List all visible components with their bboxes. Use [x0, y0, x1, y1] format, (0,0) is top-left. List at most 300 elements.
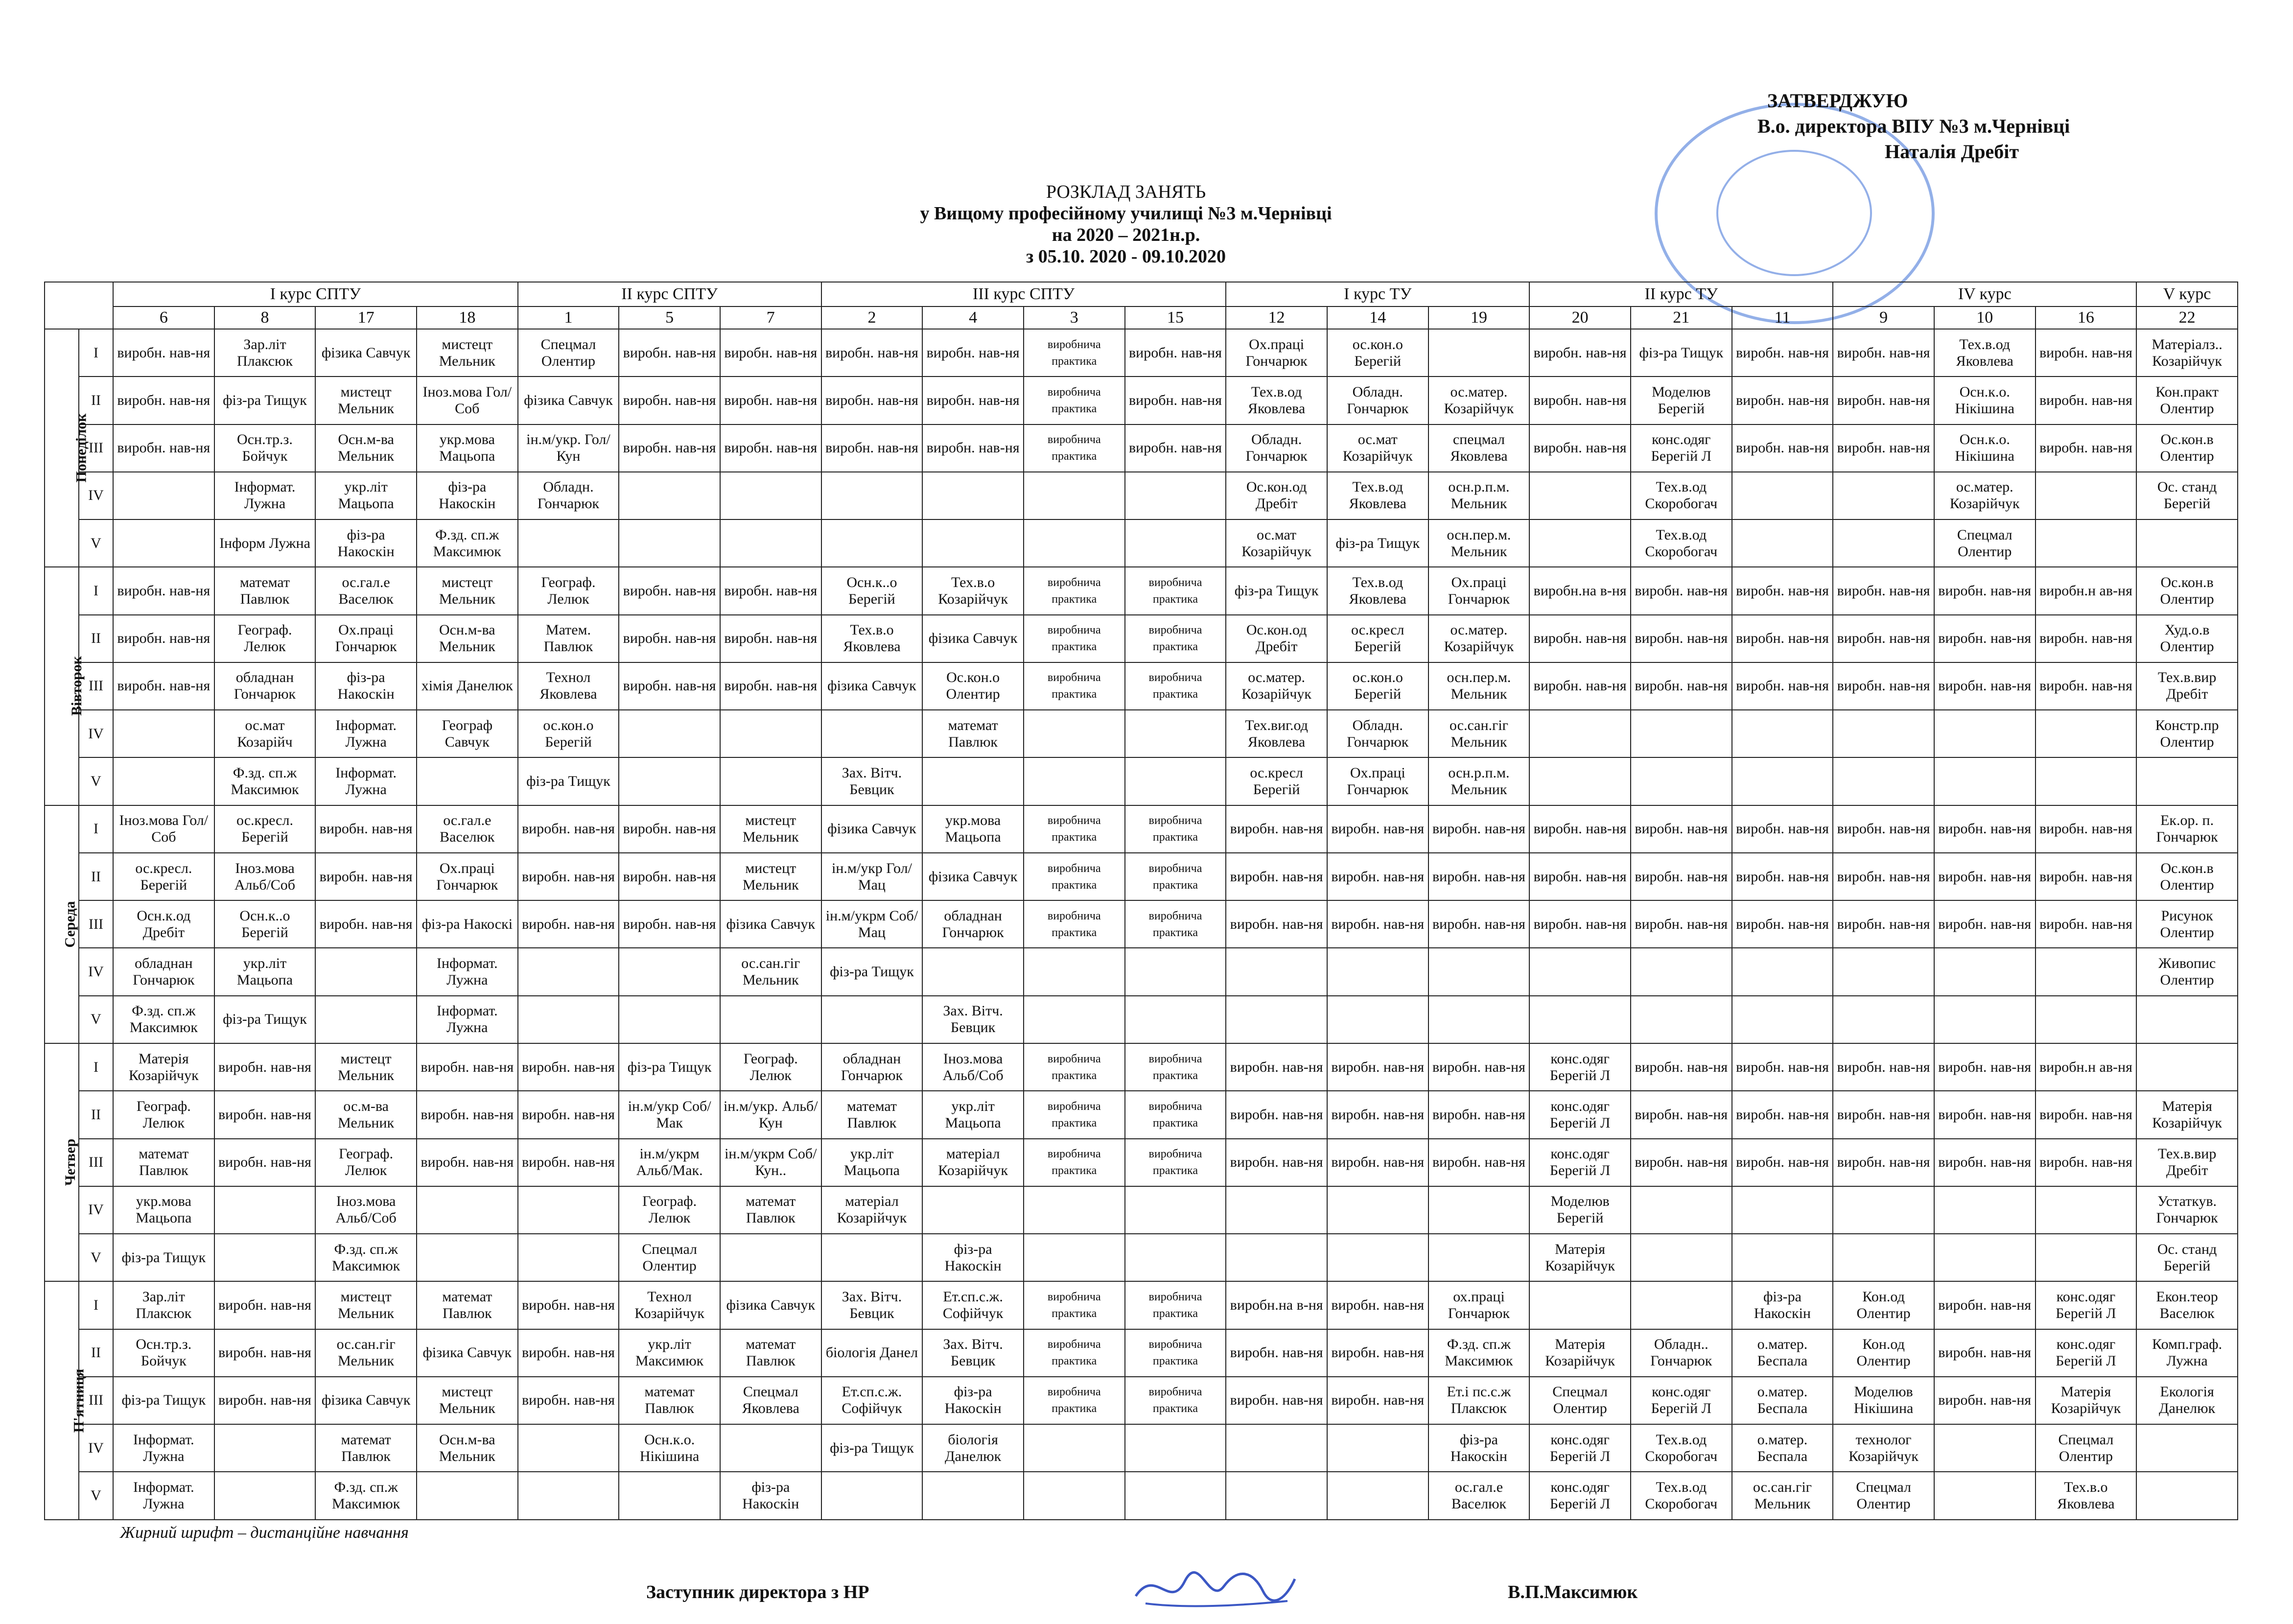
lesson-cell: [1024, 996, 1125, 1043]
lesson-cell: виробн. нав-ня: [619, 377, 720, 424]
lesson-cell: Моделюв Нікішина: [1833, 1377, 1934, 1424]
lesson-cell: фізика Савчук: [315, 329, 417, 377]
lesson-cell: виробнича практика: [1125, 805, 1226, 853]
lesson-cell: Осн.к..о Берегій: [214, 900, 316, 948]
lesson-cell: математ Павлюк: [821, 1091, 923, 1138]
lesson-cell: фіз-ра Накоскін: [417, 472, 518, 519]
lesson-cell: виробн. нав-ня: [1226, 1091, 1327, 1138]
pair-number: ІІ: [79, 615, 113, 662]
lesson-cell: [2036, 757, 2137, 805]
lesson-cell: [1732, 948, 1833, 995]
lesson-cell: Зар.літ Плаксюк: [113, 1281, 214, 1329]
lesson-cell: Ос.кон.о Олентир: [922, 662, 1024, 710]
lesson-cell: виробнича практика: [1125, 567, 1226, 614]
lesson-cell: ос.кресл. Берегій: [113, 853, 214, 900]
table-row: [45, 1329, 2238, 1377]
lesson-cell: виробн. нав-ня: [1732, 662, 1833, 710]
lesson-cell: Спецмал Олентир: [1934, 519, 2036, 567]
lesson-cell: виробн.н ав-ня: [2036, 1043, 2137, 1091]
lesson-cell: [1631, 757, 1732, 805]
lesson-cell: матеріал Козарійчук: [821, 1186, 923, 1234]
table-row: [45, 948, 2238, 995]
lesson-cell: Кон.од Олентир: [1833, 1281, 1934, 1329]
table-row: [45, 1091, 2238, 1138]
lesson-cell: мистецт Мельник: [417, 1377, 518, 1424]
group-number: 2: [821, 306, 923, 329]
lesson-cell: виробн. нав-ня: [1732, 567, 1833, 614]
lesson-cell: [821, 472, 923, 519]
lesson-cell: Ос.кон.од Дребіт: [1226, 472, 1327, 519]
lesson-cell: укр.літ Максимюк: [619, 1329, 720, 1377]
group-number: 17: [315, 306, 417, 329]
lesson-cell: [619, 996, 720, 1043]
lesson-cell: Устаткув. Гончарюк: [2136, 1186, 2238, 1234]
lesson-cell: фіз-ра Тищук: [518, 757, 619, 805]
lesson-cell: Худ.о.в Олентир: [2136, 615, 2238, 662]
lesson-cell: [1529, 519, 1631, 567]
lesson-cell: укр.літ Мацьопа: [214, 948, 316, 995]
lesson-cell: виробн. нав-ня: [720, 615, 821, 662]
lesson-cell: виробнича практика: [1024, 900, 1125, 948]
lesson-cell: фізика Савчук: [821, 805, 923, 853]
lesson-cell: виробн. нав-ня: [518, 1043, 619, 1091]
lesson-cell: Технол Козарійчук: [619, 1281, 720, 1329]
lesson-cell: виробн. нав-ня: [1529, 424, 1631, 472]
lesson-cell: виробнича практика: [1024, 424, 1125, 472]
lesson-cell: Ф.зд. сп.ж Максимюк: [113, 996, 214, 1043]
lesson-cell: ін.м/укрм Альб/Мак.: [619, 1139, 720, 1186]
lesson-cell: ос.кресл. Берегій: [214, 805, 316, 853]
lesson-cell: Ох.праці Гончарюк: [417, 853, 518, 900]
lesson-cell: [1125, 948, 1226, 995]
lesson-cell: фізика Савчук: [315, 1377, 417, 1424]
pair-number: ІV: [79, 1186, 113, 1234]
lesson-cell: Моделюв Берегій: [1631, 377, 1732, 424]
lesson-cell: виробн. нав-ня: [113, 662, 214, 710]
lesson-cell: [821, 1472, 923, 1520]
lesson-cell: Моделюв Берегій: [1529, 1186, 1631, 1234]
lesson-cell: Осн.к.од Дребіт: [113, 900, 214, 948]
lesson-cell: виробн. нав-ня: [720, 424, 821, 472]
day-name: Середа: [62, 901, 78, 948]
lesson-cell: [1428, 329, 1530, 377]
lesson-cell: [1428, 996, 1530, 1043]
lesson-cell: укр.літ Мацьопа: [922, 1091, 1024, 1138]
lesson-cell: Ф.зд. сп.ж Максимюк: [1428, 1329, 1530, 1377]
lesson-cell: фізика Савчук: [922, 615, 1024, 662]
group-header-row: [45, 306, 2238, 329]
lesson-cell: ос.мат Козарійч: [214, 710, 316, 757]
group-number: 20: [1529, 306, 1631, 329]
lesson-cell: конс.одяг Берегій Л: [1529, 1043, 1631, 1091]
table-row: [45, 853, 2238, 900]
lesson-cell: Констр.пр Олентир: [2136, 710, 2238, 757]
lesson-cell: виробн. нав-ня: [214, 1091, 316, 1138]
lesson-cell: Тех.в.од Яковлева: [1934, 329, 2036, 377]
lesson-cell: Географ Савчук: [417, 710, 518, 757]
lesson-cell: [1732, 710, 1833, 757]
lesson-cell: [1024, 757, 1125, 805]
lesson-cell: Інформат. Лужна: [113, 1424, 214, 1472]
schedule-dates: з 05.10. 2020 - 09.10.2020: [1026, 246, 1226, 267]
lesson-cell: [518, 1234, 619, 1281]
lesson-cell: виробн. нав-ня: [1833, 1043, 1934, 1091]
lesson-cell: виробн. нав-ня: [2036, 424, 2137, 472]
group-number: 3: [1024, 306, 1125, 329]
lesson-cell: виробн. нав-ня: [1833, 424, 1934, 472]
lesson-cell: [1732, 1186, 1833, 1234]
lesson-cell: виробнича практика: [1125, 900, 1226, 948]
lesson-cell: виробн. нав-ня: [1732, 900, 1833, 948]
group-number: 7: [720, 306, 821, 329]
lesson-cell: виробнича практика: [1125, 1377, 1226, 1424]
lesson-cell: [720, 710, 821, 757]
lesson-cell: виробн. нав-ня: [518, 853, 619, 900]
lesson-cell: Інформат. Лужна: [315, 710, 417, 757]
lesson-cell: виробн. нав-ня: [619, 805, 720, 853]
lesson-cell: [1125, 1234, 1226, 1281]
lesson-cell: Осн.тр.з. Бойчук: [113, 1329, 214, 1377]
lesson-cell: ос.сан.гіг Мельник: [720, 948, 821, 995]
lesson-cell: виробн. нав-ня: [214, 1329, 316, 1377]
lesson-cell: виробн. нав-ня: [619, 900, 720, 948]
lesson-cell: ос.гал.е Васелюк: [1428, 1472, 1530, 1520]
lesson-cell: виробн. нав-ня: [113, 567, 214, 614]
lesson-cell: [2036, 1234, 2137, 1281]
lesson-cell: виробн. нав-ня: [1833, 329, 1934, 377]
lesson-cell: виробн. нав-ня: [1934, 1281, 2036, 1329]
table-row: [45, 1377, 2238, 1424]
lesson-cell: математ Павлюк: [417, 1281, 518, 1329]
lesson-cell: мистецт Мельник: [315, 1281, 417, 1329]
lesson-cell: [1327, 948, 1428, 995]
group-number: 1: [518, 306, 619, 329]
lesson-cell: виробн. нав-ня: [518, 1139, 619, 1186]
lesson-cell: Обладн. Гончарюк: [1327, 377, 1428, 424]
lesson-cell: спецмал Яковлева: [1428, 424, 1530, 472]
lesson-cell: [518, 1472, 619, 1520]
pair-number: ІІІ: [79, 1139, 113, 1186]
lesson-cell: [1631, 710, 1732, 757]
lesson-cell: Тех.в.од Скоробогач: [1631, 472, 1732, 519]
lesson-cell: [1125, 1424, 1226, 1472]
lesson-cell: [2136, 996, 2238, 1043]
lesson-cell: виробн.на в-ня: [1529, 567, 1631, 614]
lesson-cell: виробн. нав-ня: [720, 567, 821, 614]
lesson-cell: виробн. нав-ня: [2036, 900, 2137, 948]
lesson-cell: виробн. нав-ня: [1631, 805, 1732, 853]
lesson-cell: [1327, 1472, 1428, 1520]
lesson-cell: Матерія Козарійчук: [2136, 1091, 2238, 1138]
lesson-cell: Ос.кон.в Олентир: [2136, 567, 2238, 614]
lesson-cell: фіз-ра Тищук: [1631, 329, 1732, 377]
lesson-cell: [1125, 757, 1226, 805]
lesson-cell: ос.кон.о Берегій: [1327, 329, 1428, 377]
lesson-cell: [214, 1186, 316, 1234]
lesson-cell: [1024, 1472, 1125, 1520]
group-number: 18: [417, 306, 518, 329]
lesson-cell: виробн. нав-ня: [1631, 1091, 1732, 1138]
lesson-cell: Тех.в.од Яковлева: [1226, 377, 1327, 424]
lesson-cell: виробн. нав-ня: [1833, 615, 1934, 662]
lesson-cell: виробнича практика: [1024, 329, 1125, 377]
lesson-cell: Іноз.мова Альб/Соб: [922, 1043, 1024, 1091]
lesson-cell: Ох.праці Гончарюк: [315, 615, 417, 662]
lesson-cell: укр.мова Мацьопа: [922, 805, 1024, 853]
lesson-cell: фіз-ра Тищук: [214, 377, 316, 424]
lesson-cell: Тех.в.о Козарійчук: [922, 567, 1024, 614]
lesson-cell: Ек.ор. п. Гончарюк: [2136, 805, 2238, 853]
lesson-cell: фіз-ра Тищук: [1226, 567, 1327, 614]
lesson-cell: Зах. Вітч. Бевцик: [821, 1281, 923, 1329]
lesson-cell: обладнан Гончарюк: [821, 1043, 923, 1091]
lesson-cell: [113, 472, 214, 519]
lesson-cell: [1934, 757, 2036, 805]
group-number: 21: [1631, 306, 1732, 329]
lesson-cell: осн.пер.м. Мельник: [1428, 519, 1530, 567]
lesson-cell: [821, 710, 923, 757]
lesson-cell: Матерія Козарійчук: [2036, 1377, 2137, 1424]
lesson-cell: [1934, 1472, 2036, 1520]
lesson-cell: [2036, 996, 2137, 1043]
lesson-cell: виробн. нав-ня: [821, 424, 923, 472]
lesson-cell: виробн. нав-ня: [1631, 615, 1732, 662]
lesson-cell: виробн. нав-ня: [1226, 1377, 1327, 1424]
deputy-title: Заступник директора з НР: [646, 1582, 869, 1602]
lesson-cell: ін.м/укр Соб/Мак: [619, 1091, 720, 1138]
lesson-cell: Інформат. Лужна: [417, 948, 518, 995]
pair-number: І: [79, 567, 113, 614]
lesson-cell: ос.сан.гіг Мельник: [1428, 710, 1530, 757]
group-number: 5: [619, 306, 720, 329]
schedule-heading: [587, 181, 1664, 267]
lesson-cell: виробн. нав-ня: [113, 329, 214, 377]
lesson-cell: [1327, 1234, 1428, 1281]
pair-number: ІІІ: [79, 1377, 113, 1424]
lesson-cell: виробн. нав-ня: [720, 329, 821, 377]
lesson-cell: Ф.зд. сп.ж Максимюк: [214, 757, 316, 805]
lesson-cell: Ос. станд Берегій: [2136, 1234, 2238, 1281]
lesson-cell: виробн.на в-ня: [1226, 1281, 1327, 1329]
lesson-cell: [1428, 948, 1530, 995]
lesson-cell: Географ. Лелюк: [113, 1091, 214, 1138]
lesson-cell: Тех.виг.од Яковлева: [1226, 710, 1327, 757]
lesson-cell: виробн. нав-ня: [2036, 615, 2137, 662]
lesson-cell: ос.сан.гіг Мельник: [315, 1329, 417, 1377]
lesson-cell: [619, 519, 720, 567]
lesson-cell: [2136, 1043, 2238, 1091]
lesson-cell: Зар.літ Плаксюк: [214, 329, 316, 377]
lesson-cell: [1934, 1186, 2036, 1234]
day-name: Вівторок: [69, 656, 85, 716]
pair-number: І: [79, 1281, 113, 1329]
lesson-cell: виробн. нав-ня: [1428, 1091, 1530, 1138]
lesson-cell: [1732, 1234, 1833, 1281]
lesson-cell: Живопис Олентир: [2136, 948, 2238, 995]
lesson-cell: Тех.в.од Яковлева: [1327, 567, 1428, 614]
lesson-cell: [518, 1186, 619, 1234]
lesson-cell: [214, 1234, 316, 1281]
lesson-cell: [113, 710, 214, 757]
lesson-cell: ос.матер. Козарійчук: [1934, 472, 2036, 519]
lesson-cell: Тех.в.вир Дребіт: [2136, 662, 2238, 710]
lesson-cell: [619, 948, 720, 995]
lesson-cell: конс.одяг Берегій Л: [2036, 1281, 2137, 1329]
lesson-cell: [1833, 519, 1934, 567]
lesson-cell: [1934, 710, 2036, 757]
lesson-cell: виробн. нав-ня: [1529, 853, 1631, 900]
lesson-cell: [1833, 996, 1934, 1043]
lesson-cell: ін.м/укр Гол/Мац: [821, 853, 923, 900]
lesson-cell: Комп.граф. Лужна: [2136, 1329, 2238, 1377]
lesson-cell: Технол Яковлева: [518, 662, 619, 710]
lesson-cell: Матерія Козарійчук: [1529, 1234, 1631, 1281]
lesson-cell: виробн. нав-ня: [518, 1377, 619, 1424]
day-label: [45, 329, 90, 567]
lesson-cell: мистецт Мельник: [315, 377, 417, 424]
course-header: І курс СПТУ: [113, 282, 518, 306]
lesson-cell: [1529, 1281, 1631, 1329]
lesson-cell: [1428, 1186, 1530, 1234]
lesson-cell: конс.одяг Берегій Л: [1529, 1424, 1631, 1472]
lesson-cell: виробнича практика: [1024, 377, 1125, 424]
lesson-cell: [922, 1186, 1024, 1234]
lesson-cell: математ Павлюк: [315, 1424, 417, 1472]
lesson-cell: виробнича практика: [1125, 1281, 1226, 1329]
lesson-cell: [1125, 472, 1226, 519]
lesson-cell: виробн. нав-ня: [619, 615, 720, 662]
pair-number: І: [79, 805, 113, 853]
lesson-cell: ос.кресл Берегій: [1327, 615, 1428, 662]
lesson-cell: [214, 1472, 316, 1520]
lesson-cell: [518, 1424, 619, 1472]
lesson-cell: виробн. нав-ня: [720, 377, 821, 424]
lesson-cell: ос.мат Козарійчук: [1226, 519, 1327, 567]
group-number: 15: [1125, 306, 1226, 329]
lesson-cell: виробн. нав-ня: [1833, 1091, 1934, 1138]
approval-line: ЗАТВЕРДЖУЮ: [1767, 90, 1908, 112]
lesson-cell: виробн. нав-ня: [1934, 805, 2036, 853]
lesson-cell: Географ. Лелюк: [720, 1043, 821, 1091]
schedule-table: [44, 282, 2238, 1520]
lesson-cell: [1732, 757, 1833, 805]
lesson-cell: виробн. нав-ня: [1631, 662, 1732, 710]
lesson-cell: фіз-ра Тищук: [821, 948, 923, 995]
lesson-cell: Спецмал Олентир: [1529, 1377, 1631, 1424]
lesson-cell: [1226, 1472, 1327, 1520]
lesson-cell: фіз-ра Тищук: [619, 1043, 720, 1091]
lesson-cell: виробн. нав-ня: [1833, 1139, 1934, 1186]
table-row: [45, 567, 2238, 614]
lesson-cell: [1631, 948, 1732, 995]
lesson-cell: Тех.в.вир Дребіт: [2136, 1139, 2238, 1186]
lesson-cell: виробн. нав-ня: [1125, 377, 1226, 424]
lesson-cell: ос.м-ва Мельник: [315, 1091, 417, 1138]
lesson-cell: [2136, 757, 2238, 805]
lesson-cell: Матеріалз.. Козарійчук: [2136, 329, 2238, 377]
lesson-cell: фіз-ра Накоскін: [1428, 1424, 1530, 1472]
lesson-cell: [518, 519, 619, 567]
lesson-cell: математ Павлюк: [113, 1139, 214, 1186]
lesson-cell: виробн. нав-ня: [1732, 1091, 1833, 1138]
lesson-cell: виробнича практика: [1125, 1091, 1226, 1138]
lesson-cell: виробн. нав-ня: [1428, 1043, 1530, 1091]
lesson-cell: виробн. нав-ня: [922, 377, 1024, 424]
lesson-cell: виробн. нав-ня: [1428, 853, 1530, 900]
lesson-cell: виробн. нав-ня: [2036, 377, 2137, 424]
signature: [1126, 1562, 1302, 1616]
lesson-cell: Ет.і пс.с.ж Плаксюк: [1428, 1377, 1530, 1424]
lesson-cell: Ф.зд. сп.ж Максимюк: [315, 1472, 417, 1520]
lesson-cell: Матем. Павлюк: [518, 615, 619, 662]
lesson-cell: [821, 996, 923, 1043]
table-row: [45, 472, 2238, 519]
lesson-cell: Зах. Вітч. Бевцик: [922, 1329, 1024, 1377]
lesson-cell: виробн. нав-ня: [1428, 1139, 1530, 1186]
lesson-cell: конс.одяг Берегій Л: [1631, 1377, 1732, 1424]
lesson-cell: Спецмал Олентир: [619, 1234, 720, 1281]
lesson-cell: фізика Савчук: [720, 900, 821, 948]
lesson-cell: осн.р.п.м. Мельник: [1428, 472, 1530, 519]
pair-number: ІІ: [79, 377, 113, 424]
lesson-cell: фіз-ра Тищук: [113, 1377, 214, 1424]
lesson-cell: [1833, 948, 1934, 995]
lesson-cell: [1833, 757, 1934, 805]
lesson-cell: [922, 519, 1024, 567]
lesson-cell: виробн. нав-ня: [1529, 329, 1631, 377]
table-row: [45, 519, 2238, 567]
group-number: 12: [1226, 306, 1327, 329]
lesson-cell: фіз-ра Накоскін: [1732, 1281, 1833, 1329]
day-name: Четвер: [62, 1139, 79, 1186]
lesson-cell: виробн. нав-ня: [518, 900, 619, 948]
lesson-cell: Спецмал Олентир: [518, 329, 619, 377]
lesson-cell: виробнича практика: [1024, 1329, 1125, 1377]
table-row: [45, 1472, 2238, 1520]
lesson-cell: виробн. нав-ня: [1327, 805, 1428, 853]
lesson-cell: фіз-ра Накоскін: [922, 1377, 1024, 1424]
pair-number: ІV: [79, 948, 113, 995]
course-header: ІІІ курс СПТУ: [821, 282, 1226, 306]
lesson-cell: [619, 472, 720, 519]
lesson-cell: [720, 996, 821, 1043]
lesson-cell: виробн. нав-ня: [619, 662, 720, 710]
table-row: [45, 1186, 2238, 1234]
group-number: 10: [1934, 306, 2036, 329]
lesson-cell: виробн. нав-ня: [518, 805, 619, 853]
lesson-cell: виробнича практика: [1024, 1281, 1125, 1329]
lesson-cell: ос.кресл Берегій: [1226, 757, 1327, 805]
lesson-cell: виробн. нав-ня: [1833, 662, 1934, 710]
lesson-cell: виробн. нав-ня: [1934, 567, 2036, 614]
lesson-cell: виробн. нав-ня: [315, 900, 417, 948]
lesson-cell: виробн. нав-ня: [1529, 805, 1631, 853]
lesson-cell: [1327, 1186, 1428, 1234]
lesson-cell: [417, 1234, 518, 1281]
lesson-cell: виробн. нав-ня: [1529, 615, 1631, 662]
lesson-cell: мистецт Мельник: [417, 567, 518, 614]
lesson-cell: виробн. нав-ня: [1125, 329, 1226, 377]
lesson-cell: Ет.сп.с.ж. Софійчук: [922, 1281, 1024, 1329]
lesson-cell: [1732, 519, 1833, 567]
day-label: [45, 1043, 79, 1281]
group-number: 8: [214, 306, 316, 329]
lesson-cell: конс.одяг Берегій Л: [1529, 1091, 1631, 1138]
lesson-cell: фіз-ра Тищук: [113, 1234, 214, 1281]
lesson-cell: виробн. нав-ня: [821, 329, 923, 377]
lesson-cell: [1529, 710, 1631, 757]
lesson-cell: виробнича практика: [1024, 662, 1125, 710]
